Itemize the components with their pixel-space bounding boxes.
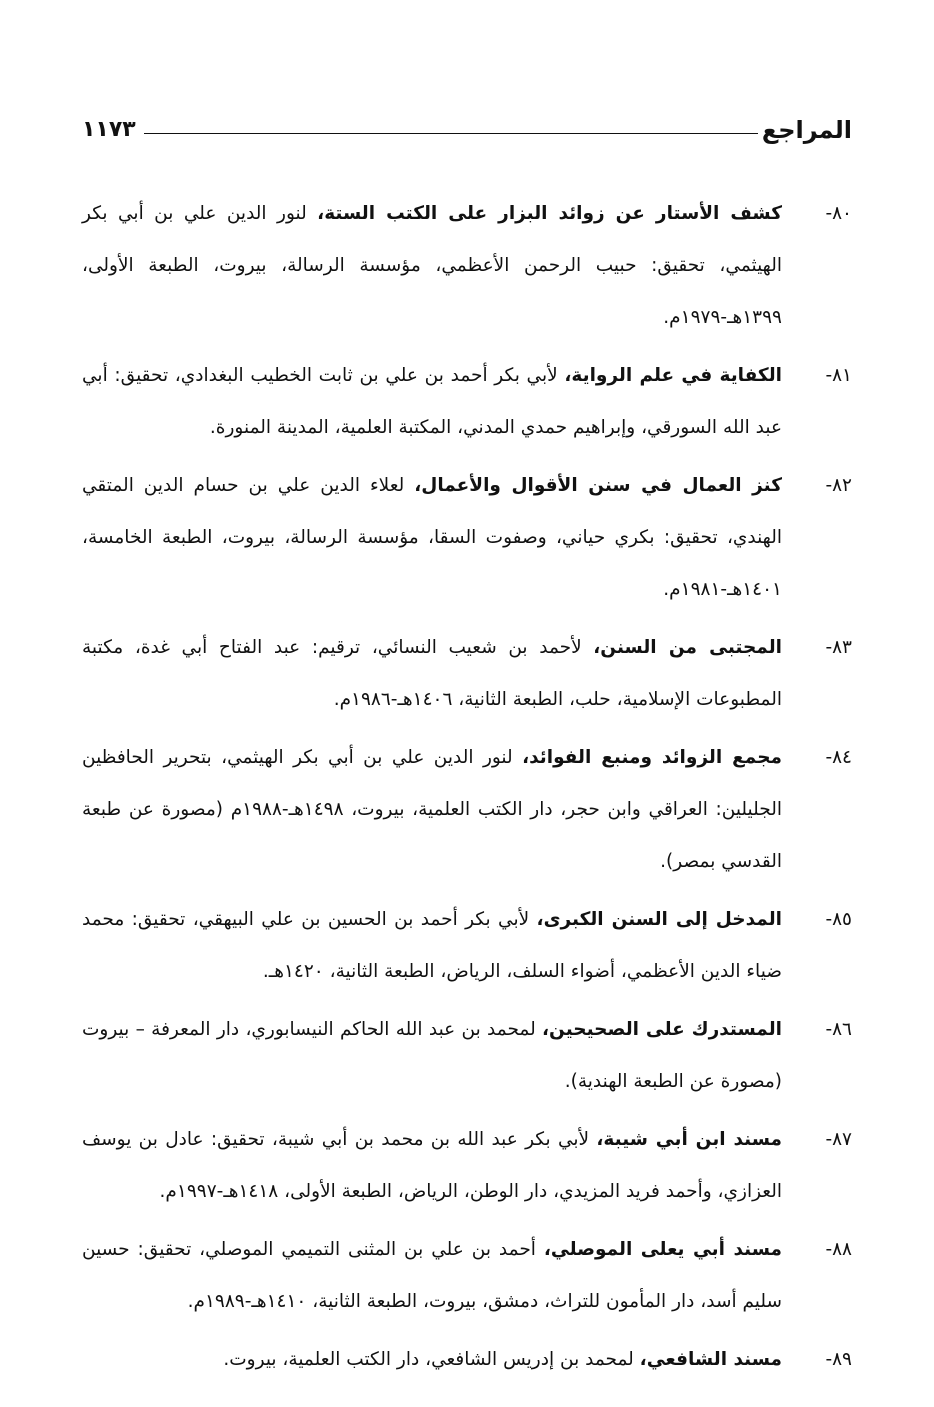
entry-number: ٨٥- xyxy=(825,909,852,930)
entry-number: ٨٨- xyxy=(825,1239,852,1260)
running-header xyxy=(82,112,852,152)
entry-number: ٨٣- xyxy=(825,637,852,658)
entry-number: ٨٢- xyxy=(825,475,852,496)
reference-entry-84 xyxy=(82,732,852,888)
reference-entry-89 xyxy=(82,1334,852,1386)
entry-number: ٨٧- xyxy=(825,1129,852,1150)
entry-title: مسند الشافعي، xyxy=(639,1349,782,1370)
references-list xyxy=(82,188,852,1392)
reference-entry-85 xyxy=(82,894,852,998)
entry-number: ٨٩- xyxy=(825,1349,852,1370)
entry-text: أحمد بن علي بن المثنى التميمي الموصلي، تحقيق: حسين سليم أسد، دار المأمون للتراث، دمشق، بيروت، الطبعة الثانية، ١٤١٠هـ-١٩٨٩م. xyxy=(82,1239,782,1312)
entry-title: مسند ابن أبي شيبة، xyxy=(596,1129,782,1150)
entry-title: المدخل إلى السنن الكبرى، xyxy=(536,909,782,930)
entry-title: المستدرك على الصحيحين، xyxy=(542,1019,782,1040)
entry-title: الكفاية في علم الرواية، xyxy=(564,365,782,386)
entry-title: كشف الأستار عن زوائد البزار على الكتب الستة، xyxy=(317,203,782,224)
section-title: المراجع xyxy=(761,116,852,144)
header-rule xyxy=(144,133,758,134)
reference-entry-88 xyxy=(82,1224,852,1328)
entry-text: لأحمد بن شعيب النسائي، ترقيم: عبد الفتاح أبي غدة، مكتبة المطبوعات الإسلامية، حلب، الطبعة الثانية، ١٤٠٦هـ-١٩٨٦م. xyxy=(82,637,782,710)
reference-entry-82 xyxy=(82,460,852,616)
reference-entry-86 xyxy=(82,1004,852,1108)
entry-text: لأبي بكر أحمد بن علي بن ثابت الخطيب البغدادي، تحقيق: أبي عبد الله السورقي، وإبراهيم حمدي المدني، المكتبة العلمية، المدينة المنورة. xyxy=(82,365,782,438)
entry-number: ٨٠- xyxy=(825,203,852,224)
entry-title: المجتبى من السنن، xyxy=(593,637,782,658)
entry-number: ٨١- xyxy=(825,365,852,386)
page-number: ١١٧٣ xyxy=(82,117,136,142)
reference-entry-87 xyxy=(82,1114,852,1218)
entry-title: مسند أبي يعلى الموصلي، xyxy=(543,1239,782,1260)
entry-text: لنور الدين علي بن أبي بكر الهيثمي، بتحرير الحافظين الجليلين: العراقي وابن حجر، دار الكتب العلمية، بيروت، ١٤٩٨هـ-١٩٨٨م (مصورة عن طبعة القدسي بمصر). xyxy=(82,747,782,872)
entry-text: لمحمد بن عبد الله الحاكم النيسابوري، دار المعرفة – بيروت (مصورة عن الطبعة الهندية). xyxy=(82,1019,782,1092)
entry-number: ٨٦- xyxy=(825,1019,852,1040)
entry-text: لعلاء الدين علي بن حسام الدين المتقي الهندي، تحقيق: بكري حياني، وصفوت السقا، مؤسسة الرسالة، بيروت، الطبعة الخامسة، ١٤٠١هـ-١٩٨١م. xyxy=(82,475,782,600)
entry-text: لنور الدين علي بن أبي بكر الهيثمي، تحقيق: حبيب الرحمن الأعظمي، مؤسسة الرسالة، بيروت، الطبعة الأولى، ١٣٩٩هـ-١٩٧٩م. xyxy=(82,203,782,328)
reference-entry-80 xyxy=(82,188,852,344)
entry-title: كنز العمال في سنن الأقوال والأعمال، xyxy=(414,475,782,496)
entry-title: مجمع الزوائد ومنبع الفوائد، xyxy=(522,747,782,768)
entry-text: لأبي بكر أحمد بن الحسين بن علي البيهقي، تحقيق: محمد ضياء الدين الأعظمي، أضواء السلف، الرياض، الطبعة الثانية، ١٤٢٠هـ. xyxy=(82,909,782,982)
entry-number: ٨٤- xyxy=(825,747,852,768)
reference-entry-83 xyxy=(82,622,852,726)
entry-text: لمحمد بن إدريس الشافعي، دار الكتب العلمية، بيروت. xyxy=(223,1349,640,1370)
entry-text: لأبي بكر عبد الله بن محمد بن أبي شيبة، تحقيق: عادل بن يوسف العزازي، وأحمد فريد المزيدي، دار الوطن، الرياض، الطبعة الأولى، ١٤١٨هـ-١٩٩٧م. xyxy=(82,1129,782,1202)
reference-entry-81 xyxy=(82,350,852,454)
